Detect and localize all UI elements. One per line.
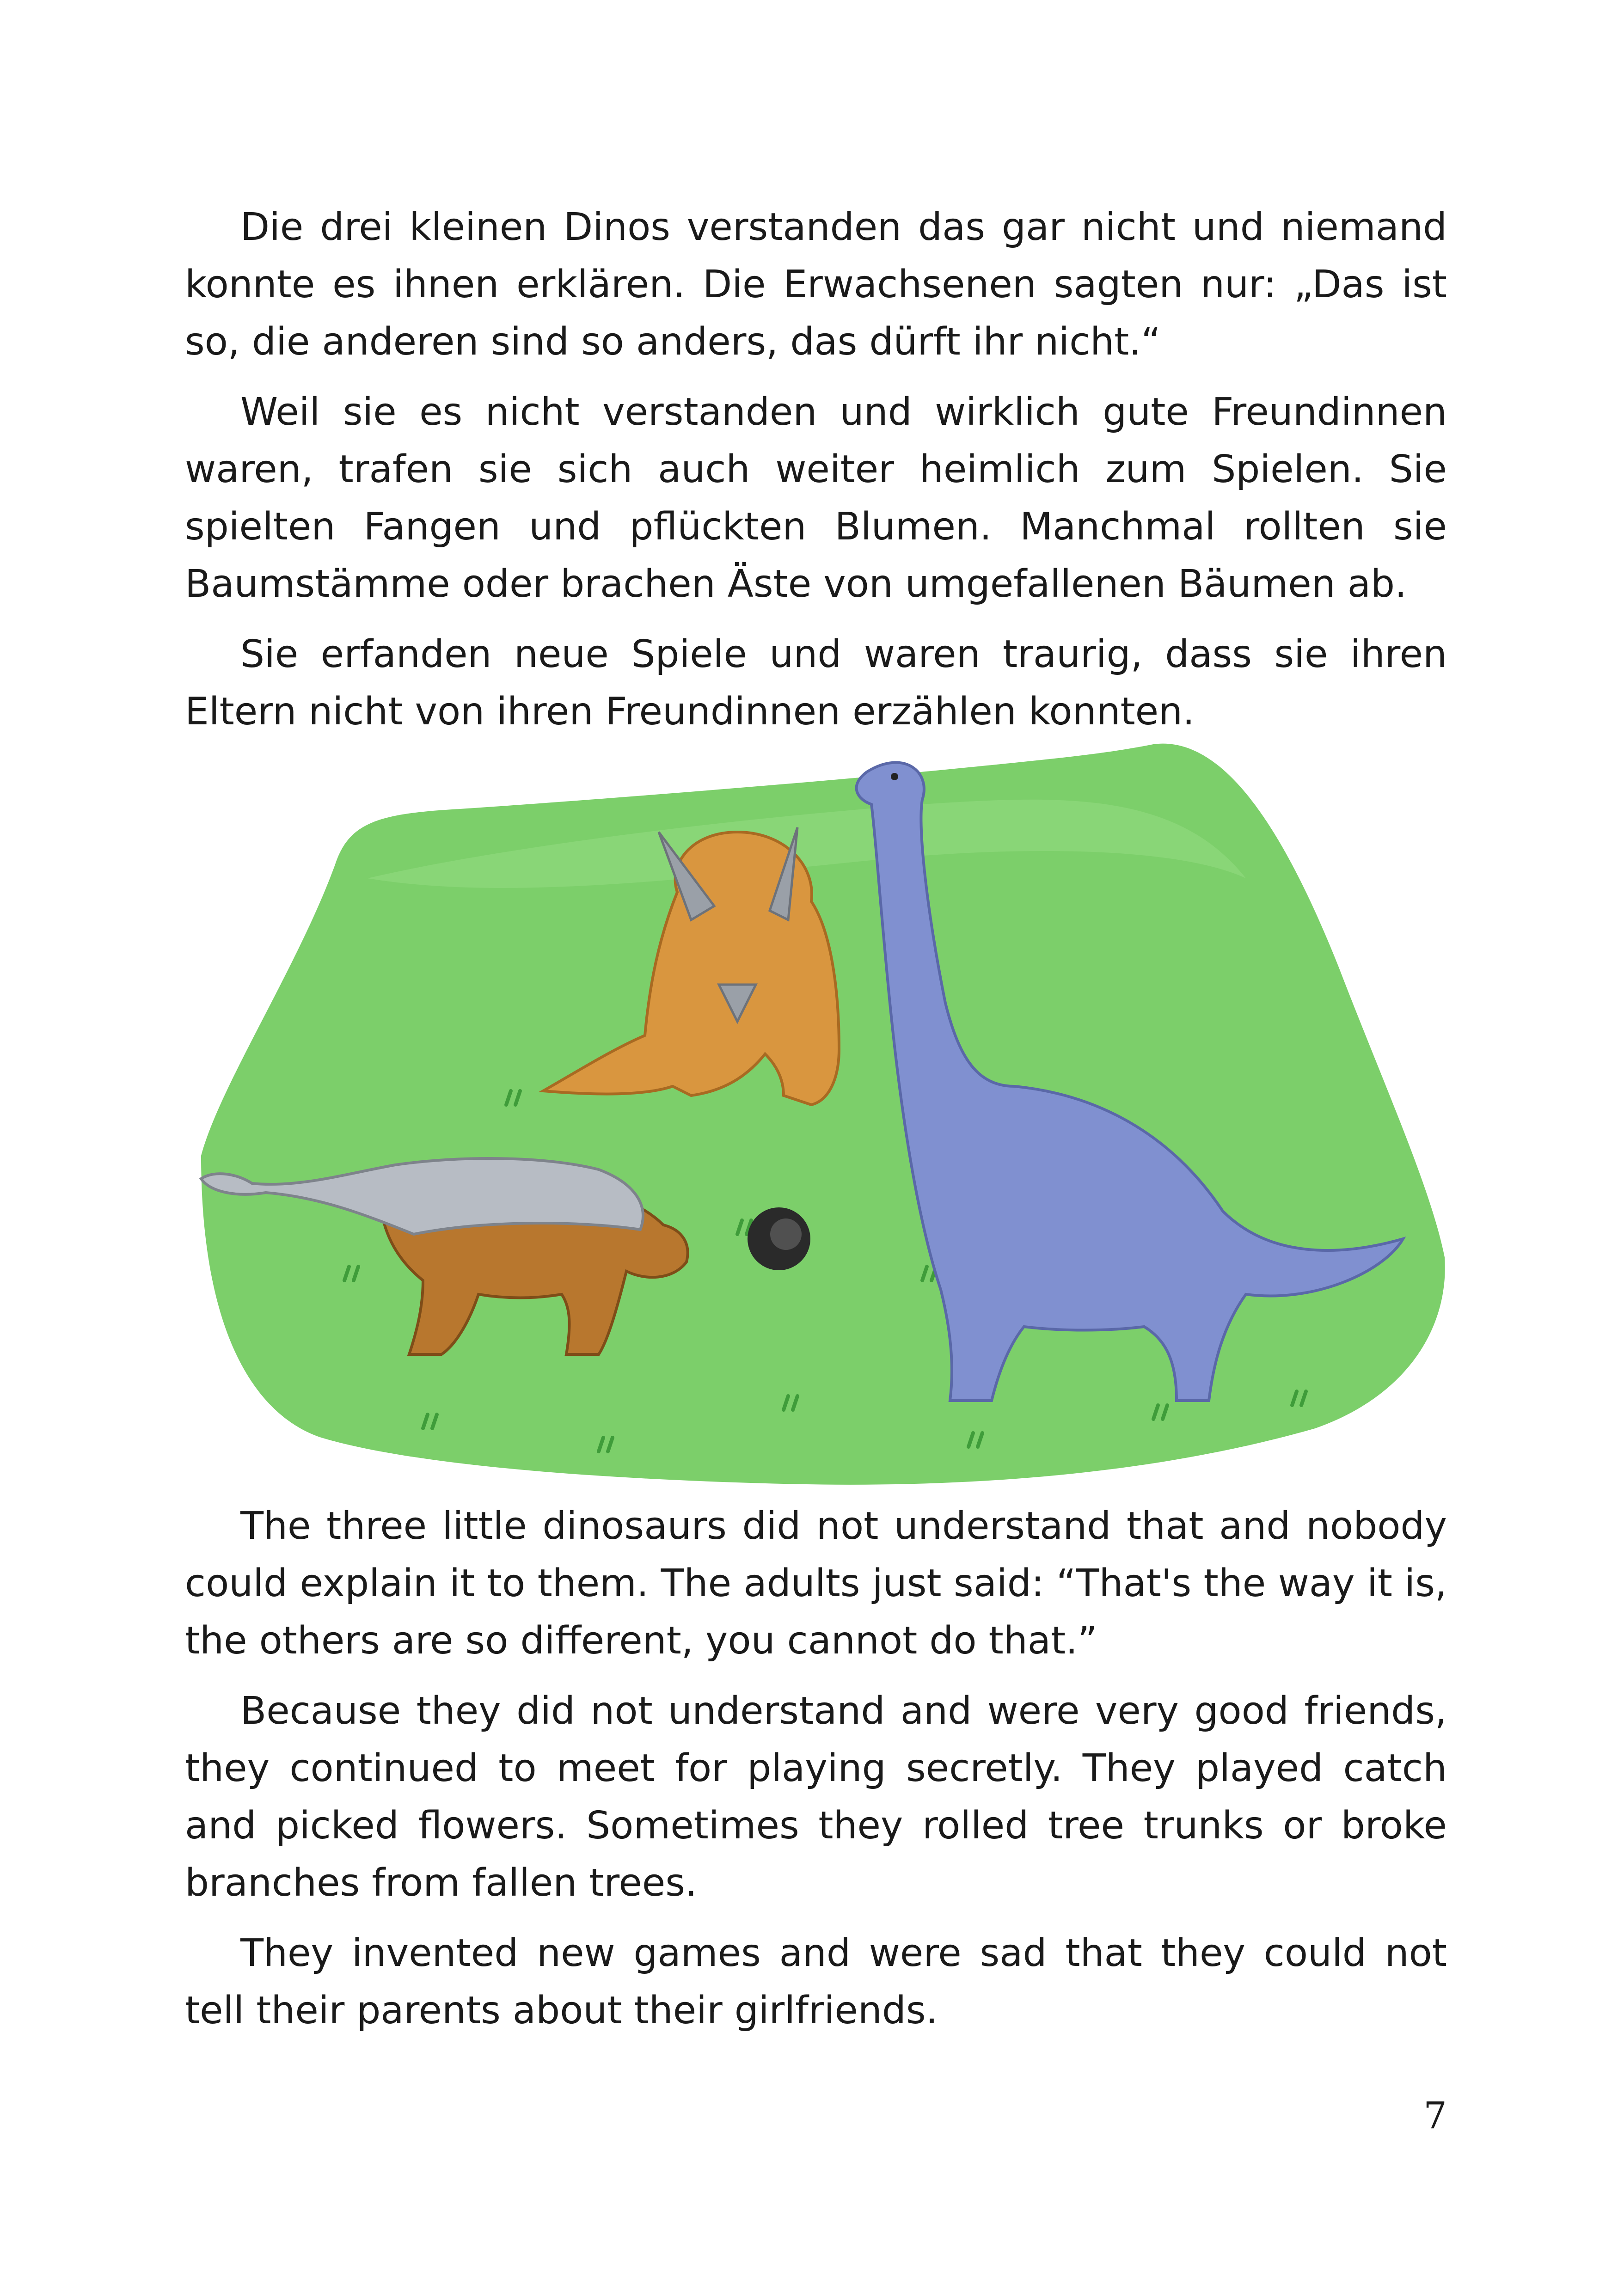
dinosaur-illustration xyxy=(183,726,1459,1512)
german-paragraph-2: Weil sie es nicht verstanden und wirklich gute Freundinnen waren, trafen sie sich auch weiter heimlich zum Spielen. Sie spielten Fangen und pflückten Blumen. Manchmal rollten sie Baumstämme oder brachen Äste von umgefallenen Bäumen ab. xyxy=(185,390,1447,606)
german-paragraph-1: Die drei kleinen Dinos verstanden das gar nicht und niemand konnte es ihnen erklären. Die Erwachsenen sagten nur: „Das ist so, die anderen sind so anders, das dürft ihr nicht.“ xyxy=(185,205,1447,364)
english-paragraph-1: The three little dinosaurs did not understand that and nobody could explain it to them. The adults just said: “That's the way it is, the others are so different, you cannot do that.” xyxy=(185,1504,1447,1663)
german-paragraph-3: Sie erfanden neue Spiele und waren traurig, dass sie ihren Eltern nicht von ihren Freundinnen erzählen konnten. xyxy=(185,632,1447,734)
english-paragraph-2: Because they did not understand and were very good friends, they continued to meet for playing secretly. They played catch and picked flowers. Sometimes they rolled tree trunks or broke branches from fallen trees. xyxy=(185,1689,1447,1905)
ball xyxy=(748,1207,810,1270)
page-number: 7 xyxy=(1423,2094,1447,2137)
english-paragraph-3: They invented new games and were sad that they could not tell their parents about their girlfriends. xyxy=(185,1931,1447,2033)
german-text xyxy=(185,199,1447,753)
english-text xyxy=(185,1498,1447,2052)
